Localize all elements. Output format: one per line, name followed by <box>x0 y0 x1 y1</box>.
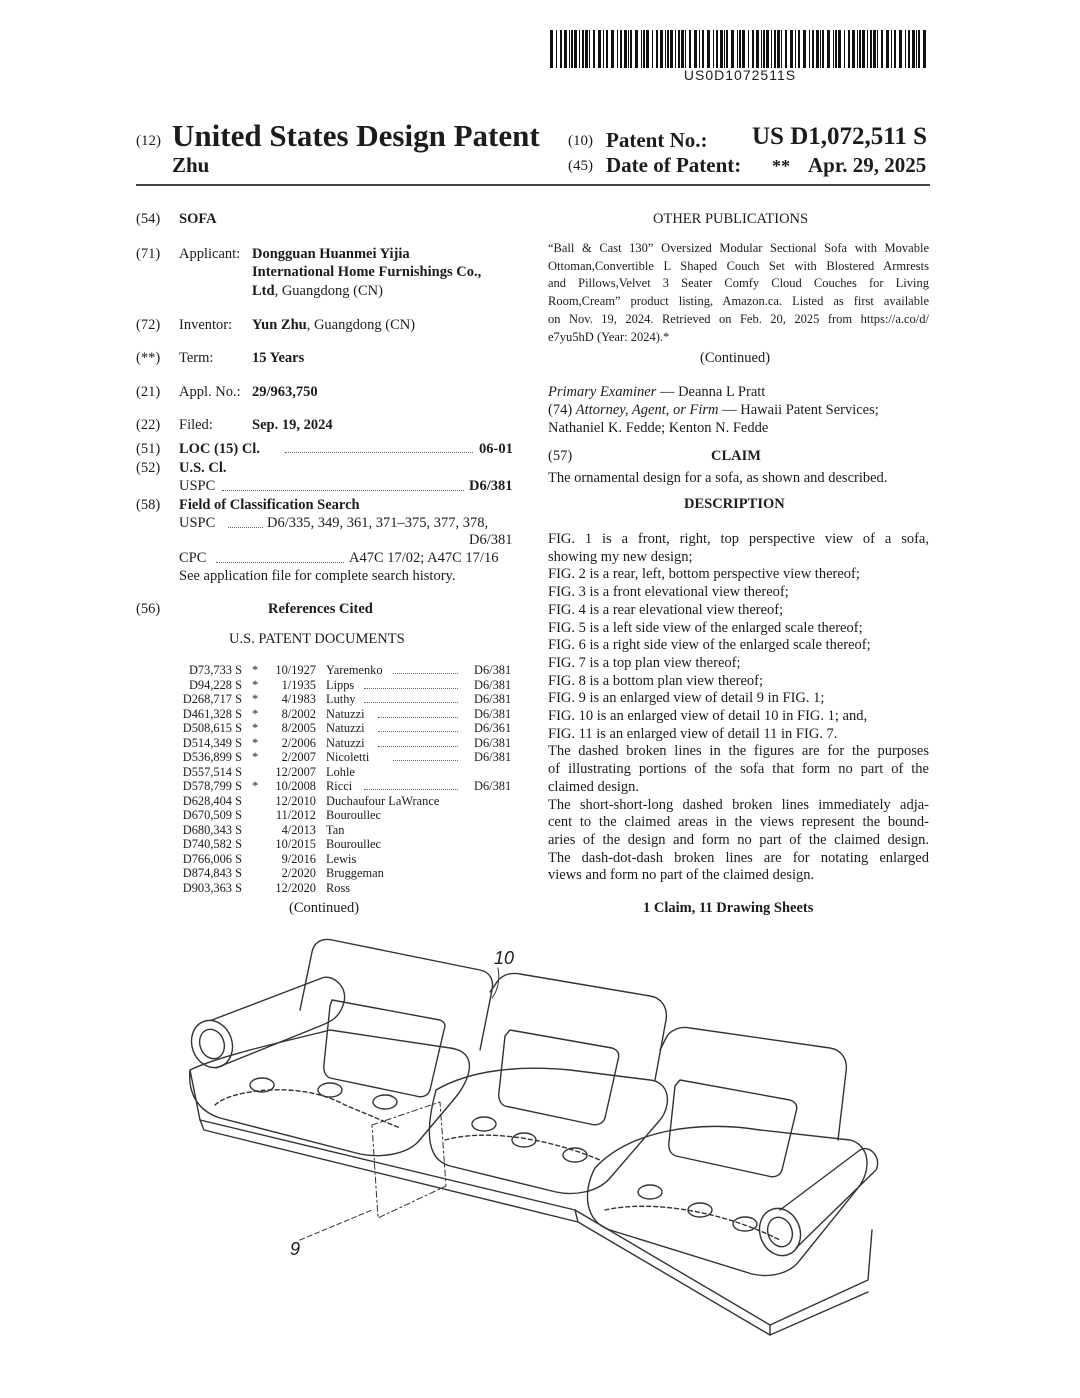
filed-label: Filed: <box>179 417 213 433</box>
reference-inventor: Natuzzi <box>326 735 365 750</box>
header-rule <box>136 184 930 186</box>
us-patent-docs-head: U.S. PATENT DOCUMENTS <box>229 631 405 647</box>
reference-date: 4/1983 <box>281 692 316 706</box>
code-term: (**) <box>136 350 161 366</box>
code-12: (12) <box>136 133 161 149</box>
reference-star: * <box>252 692 259 706</box>
reference-inventor: Natuzzi <box>326 706 365 721</box>
attorney-line-2: Nathaniel K. Fedde; Kenton N. Fedde <box>548 420 769 436</box>
other-pubs-line: Room,Cream” product listing, Amazon.ca. Listed as first available <box>548 294 929 309</box>
description-line: FIG. 4 is a rear elevational view thereof; <box>548 601 784 618</box>
reference-inventor: Ricci <box>326 779 353 793</box>
cpc-value: A47C 17/02; A47C 17/16 <box>349 550 499 566</box>
field-uspc-label: USPC <box>179 515 216 531</box>
loc-leader <box>285 452 473 453</box>
code-21: (21) <box>136 384 161 400</box>
description-line: The short-short-long dashed broken lines immediately adja- <box>548 796 929 813</box>
reference-date: 4/2013 <box>281 822 316 837</box>
reference-leader <box>378 731 458 732</box>
patent-date: Apr. 29, 2025 <box>808 153 927 177</box>
sofa-perspective-drawing <box>0 930 1080 1370</box>
code-54: (54) <box>136 211 161 227</box>
code-57: (57) <box>548 448 573 464</box>
loc-label: LOC (15) Cl. <box>179 441 260 457</box>
reference-date: 12/2007 <box>275 764 316 779</box>
reference-date: 12/2020 <box>275 880 316 895</box>
description-line: FIG. 9 is an enlarged view of detail 9 in FIG. 1; <box>548 690 825 707</box>
reference-inventor: Luthy <box>326 692 356 706</box>
description-line: FIG. 2 is a rear, left, bottom perspective view thereof; <box>548 566 860 583</box>
reference-class: D6/381 <box>474 706 512 721</box>
reference-number: D508,615 S <box>182 721 242 735</box>
reference-date: 8/2005 <box>281 721 316 735</box>
other-pubs-line: “Ball & Cast 130” Oversized Modular Sectional Sofa with Movable <box>548 241 929 255</box>
date-marker: ** <box>772 156 790 176</box>
patent-number: US D1,072,511 S <box>752 123 928 150</box>
reference-number: D461,328 S <box>182 706 242 721</box>
reference-date: 10/2008 <box>275 779 316 793</box>
description-text <box>548 531 929 885</box>
description-line: cent to the claimed areas in the views represent the bound- <box>548 814 929 831</box>
reference-number: D766,006 S <box>182 851 242 866</box>
pubs-continued: (Continued) <box>700 350 771 366</box>
field-uspc-value-2: D6/381 <box>469 532 513 548</box>
reference-star: * <box>252 706 259 721</box>
description-line: The dashed broken lines in the figures are for the purposes <box>548 743 929 760</box>
description-line: FIG. 10 is an enlarged view of detail 10 in FIG. 1; and, <box>548 708 868 725</box>
reference-number: D578,799 S <box>182 779 242 793</box>
term-value: 15 Years <box>252 350 305 366</box>
reference-class: D6/381 <box>474 677 512 692</box>
description-line: FIG. 8 is a bottom plan view thereof; <box>548 672 764 689</box>
reference-number: D740,582 S <box>182 837 242 851</box>
reference-number: D903,363 S <box>182 880 242 895</box>
code-45: (45) <box>568 158 593 174</box>
uspc-value: D6/381 <box>469 478 513 494</box>
code-51: (51) <box>136 441 161 457</box>
other-pubs-line: Ottoman,Convertible L Shaped Couch Set with Blostered Armrests <box>548 258 929 273</box>
uspc-label: USPC <box>179 478 216 494</box>
field-search-label: Field of Classification Search <box>179 497 360 513</box>
code-22: (22) <box>136 417 161 433</box>
reference-date: 10/2015 <box>275 837 316 851</box>
appl-no-label: Appl. No.: <box>179 384 241 400</box>
code-52: (52) <box>136 460 161 476</box>
us-cl-label: U.S. Cl. <box>179 460 227 476</box>
filed-value: Sep. 19, 2024 <box>252 417 333 433</box>
other-pubs-line: and Pillows,Velvet 3 Seater Comfy Cloud Couches for Living <box>548 276 929 291</box>
term-label: Term: <box>179 350 214 366</box>
code-10: (10) <box>568 133 593 149</box>
reference-leader <box>393 760 458 761</box>
description-line: views and form no part of the claimed design. <box>548 867 815 884</box>
reference-inventor: Bouroullec <box>326 837 382 851</box>
description-line: FIG. 7 is a top plan view thereof; <box>548 654 741 671</box>
examiner-line: Primary Examiner — Deanna L Pratt <box>548 384 766 400</box>
code-72: (72) <box>136 317 161 333</box>
claim-text: The ornamental design for a sofa, as shown and described. <box>548 470 888 486</box>
appl-no-value: 29/963,750 <box>252 384 318 400</box>
code-58: (58) <box>136 497 161 513</box>
description-line: FIG. 6 is a right side view of the enlarged scale thereof; <box>548 637 871 654</box>
barcode <box>550 30 930 68</box>
reference-star: * <box>252 663 259 677</box>
inventor-value: Yun Zhu, Guangdong (CN) <box>252 317 416 333</box>
code-71: (71) <box>136 246 161 262</box>
reference-number: D514,349 S <box>182 735 242 750</box>
references-cited-label: References Cited <box>268 601 373 617</box>
reference-leader <box>364 789 458 790</box>
reference-number: D268,717 S <box>182 692 242 706</box>
barcode-number: US0D1072511S <box>683 67 797 83</box>
description-line: FIG. 1 is a front, right, top perspective view of a sofa, <box>548 531 929 547</box>
reference-star: * <box>252 735 259 750</box>
applicant-line-1: Dongguan Huanmei Yijia <box>252 246 410 262</box>
reference-number: D670,509 S <box>182 808 242 822</box>
reference-number: D94,228 S <box>188 677 242 692</box>
reference-date: 12/2010 <box>275 793 316 808</box>
reference-number: D628,404 S <box>182 793 242 808</box>
applicant-line-2: International Home Furnishings Co., <box>252 264 482 280</box>
reference-date: 2/2006 <box>281 735 316 750</box>
reference-number: D557,514 S <box>182 764 242 779</box>
other-pubs-line: e7yu5hD (Year: 2024).* <box>548 329 670 344</box>
reference-leader <box>364 702 458 703</box>
reference-inventor: Yaremenko <box>326 663 383 677</box>
attorney-line-1: (74) Attorney, Agent, or Firm — Hawaii Patent Services; <box>548 402 879 418</box>
reference-star: * <box>252 779 259 793</box>
other-pubs-head: OTHER PUBLICATIONS <box>653 211 809 227</box>
code-56: (56) <box>136 601 161 617</box>
other-pubs-text <box>548 240 929 346</box>
reference-date: 1/1935 <box>281 677 316 692</box>
reference-inventor: Nicoletti <box>326 750 370 764</box>
claim-head: CLAIM <box>711 448 761 464</box>
reference-star: * <box>252 721 259 735</box>
description-line: FIG. 11 is an enlarged view of detail 11 in FIG. 7. <box>548 725 838 742</box>
patent-no-label: Patent No.: <box>606 128 708 152</box>
reference-inventor: Natuzzi <box>326 721 365 735</box>
reference-class: D6/381 <box>474 750 512 764</box>
description-line: of illustrating portions of the sofa that form no part of the <box>548 761 929 778</box>
reference-leader <box>378 717 458 718</box>
description-line: The dash-dot-dash broken lines are for notating enlarged <box>548 849 929 866</box>
reference-inventor: Tan <box>326 822 345 837</box>
figure-label-9: 9 <box>290 1239 301 1259</box>
patent-type-title: United States Design Patent <box>172 118 540 153</box>
reference-number: D874,843 S <box>182 866 242 880</box>
reference-leader <box>378 746 458 747</box>
reference-inventor: Lipps <box>326 677 355 692</box>
reference-date: 2/2007 <box>281 750 316 764</box>
reference-class: D6/381 <box>474 663 512 677</box>
reference-class: D6/381 <box>474 692 512 706</box>
reference-date: 8/2002 <box>281 706 316 721</box>
description-line: showing my new design; <box>548 548 693 565</box>
reference-date: 9/2016 <box>281 851 316 866</box>
field-uspc-leader <box>228 527 263 528</box>
reference-inventor: Bouroullec <box>326 808 382 822</box>
reference-inventor: Lohle <box>326 764 355 779</box>
loc-value: 06-01 <box>479 441 513 457</box>
reference-inventor: Ross <box>326 880 351 895</box>
description-line: FIG. 5 is a left side view of the enlarged scale thereof; <box>548 619 863 636</box>
description-head: DESCRIPTION <box>684 496 785 512</box>
cpc-label: CPC <box>179 550 207 566</box>
refs-continued: (Continued) <box>289 900 360 916</box>
reference-class: D6/381 <box>474 735 512 750</box>
reference-leader <box>393 673 458 674</box>
date-of-patent-label: Date of Patent: <box>606 153 742 177</box>
reference-star: * <box>252 750 259 764</box>
field-uspc-value: D6/335, 349, 361, 371–375, 377, 378, <box>267 515 489 531</box>
reference-date: 10/1927 <box>275 663 316 677</box>
reference-inventor: Duchaufour LaWrance <box>326 793 440 808</box>
reference-leader <box>364 688 458 689</box>
reference-date: 11/2012 <box>275 808 316 822</box>
reference-number: D73,733 S <box>188 663 242 677</box>
description-line: aries of the design and form no part of the claimed design. <box>548 831 929 848</box>
reference-inventor: Lewis <box>326 851 357 866</box>
description-line: FIG. 3 is a front elevational view thereof; <box>548 584 789 601</box>
reference-date: 2/2020 <box>281 866 316 880</box>
uspc-leader <box>222 490 464 491</box>
figure-label-10: 10 <box>494 948 515 968</box>
reference-inventor: Bruggeman <box>326 866 384 880</box>
reference-star: * <box>252 677 259 692</box>
description-line: claimed design. <box>548 778 640 795</box>
design-title: SOFA <box>179 211 217 227</box>
applicant-label: Applicant: <box>179 246 241 262</box>
cpc-leader <box>216 562 344 563</box>
claims-count: 1 Claim, 11 Drawing Sheets <box>643 900 814 916</box>
reference-class: D6/381 <box>474 779 512 793</box>
other-pubs-line: on Nov. 19, 2024. Retrieved on Feb. 20, 2025 from https://a.co/d/ <box>548 311 929 326</box>
reference-number: D680,343 S <box>182 822 242 837</box>
reference-number: D536,899 S <box>182 750 242 764</box>
inventor-label: Inventor: <box>179 317 233 333</box>
applicant-line-3: Ltd, Guangdong (CN) <box>252 283 383 299</box>
search-history-note: See application file for complete search history. <box>179 568 456 584</box>
reference-class: D6/361 <box>474 721 512 735</box>
inventor-surname: Zhu <box>172 153 210 177</box>
